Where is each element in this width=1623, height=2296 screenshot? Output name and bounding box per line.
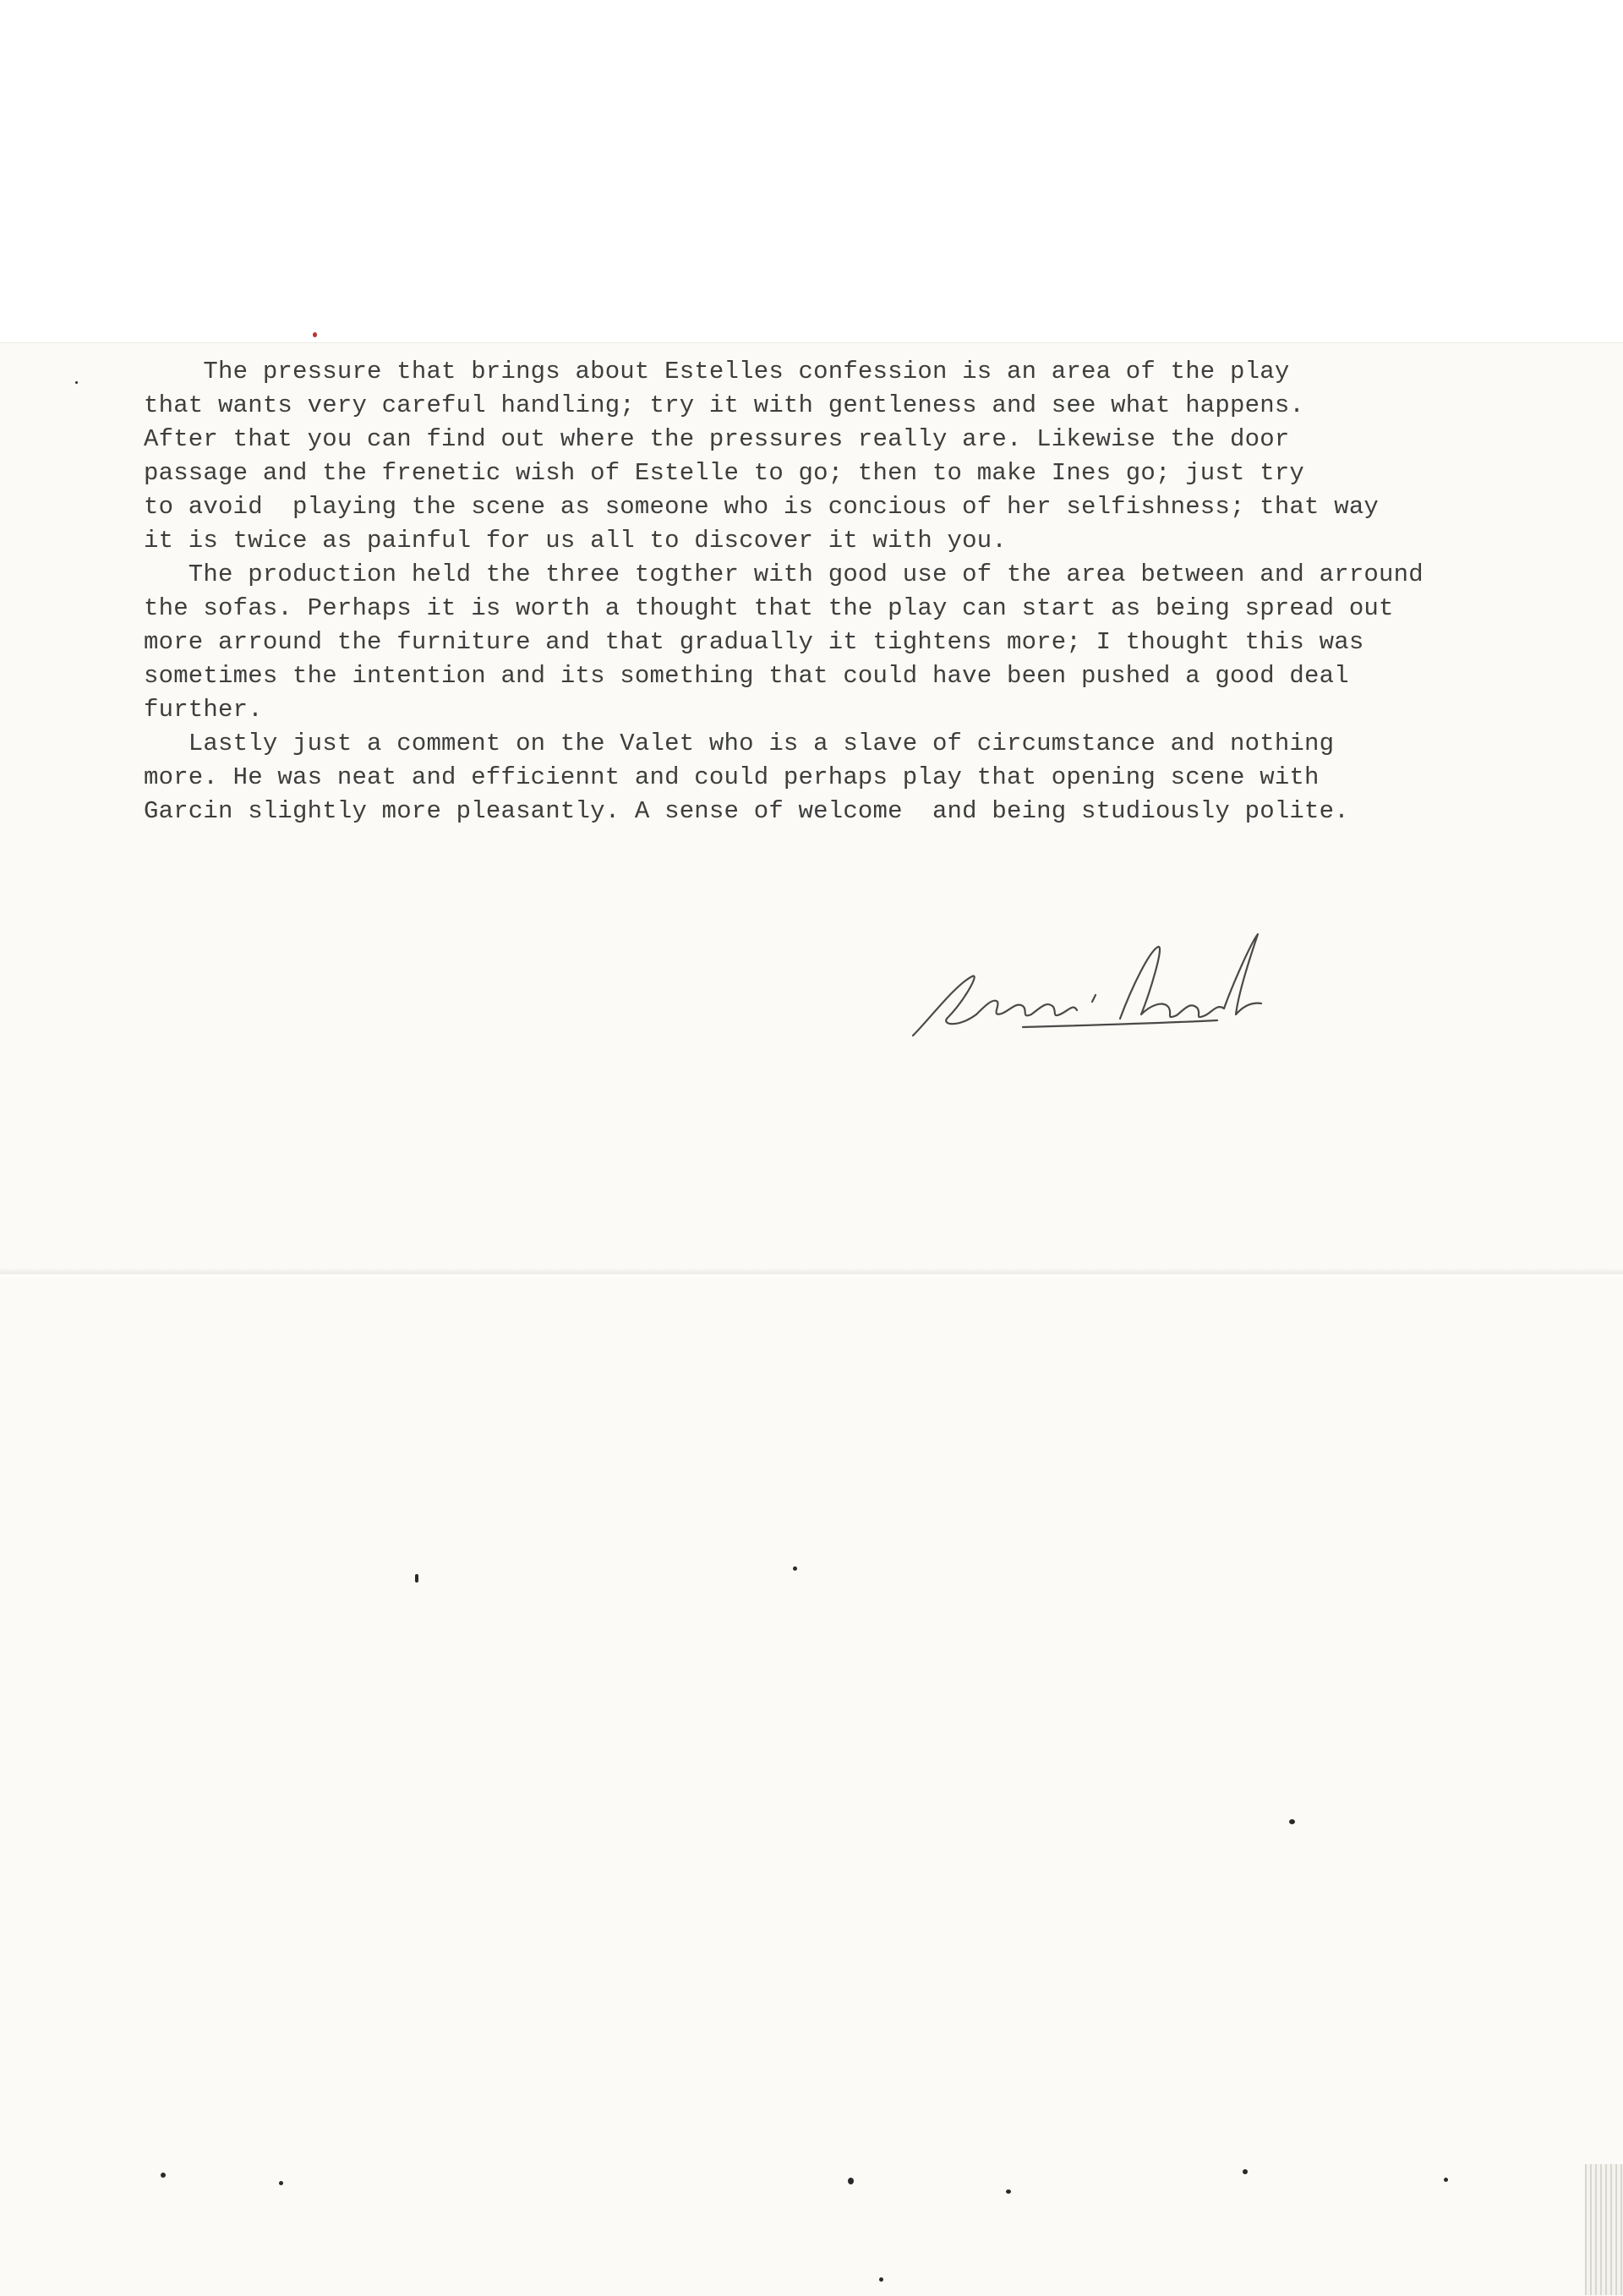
text-line: sometimes the intention and its something that could have been pushed a good deal <box>144 662 1349 690</box>
ink-speck <box>1006 2189 1011 2194</box>
page-fold-crease <box>0 1268 1623 1280</box>
ink-speck <box>161 2173 166 2178</box>
ink-speck <box>313 332 317 337</box>
text-line: more arround the furniture and that gradually it tightens more; I thought this was <box>144 628 1364 656</box>
text-line: Garcin slightly more pleasantly. A sense of welcome and being studiously polite. <box>144 797 1349 825</box>
ink-speck <box>1243 2169 1248 2174</box>
ink-speck <box>848 2178 854 2184</box>
text-line: Lastly just a comment on the Valet who is a slave of circumstance and nothing <box>144 730 1335 757</box>
text-line: The production held the three togther with good use of the area between and arround <box>144 560 1424 588</box>
text-line: passage and the frenetic wish of Estelle to go; then to make Ines go; just try <box>144 459 1305 487</box>
text-line: it is twice as painful for us all to discover it with you. <box>144 527 1007 555</box>
ink-speck <box>793 1566 797 1571</box>
ink-speck <box>75 381 78 384</box>
text-line: to avoid playing the scene as someone who is concious of her selfishness; that way <box>144 493 1380 521</box>
scanner-edge-artifact <box>1585 2164 1623 2295</box>
handwritten-signature <box>896 926 1276 1052</box>
text-line: that wants very careful handling; try it with gentleness and see what happens. <box>144 391 1305 419</box>
text-line: more. He was neat and efficiennt and could perhaps play that opening scene with <box>144 763 1320 791</box>
text-line: further. <box>144 696 263 724</box>
typed-letter-body <box>144 355 1623 828</box>
ink-speck <box>879 2277 883 2282</box>
text-line: the sofas. Perhaps it is worth a thought that the play can start as being spread out <box>144 594 1394 622</box>
ink-speck <box>279 2181 283 2185</box>
ink-speck <box>415 1574 418 1583</box>
ink-speck <box>1289 1819 1295 1824</box>
ink-speck <box>1444 2178 1448 2182</box>
text-line: After that you can find out where the pressures really are. Likewise the door <box>144 425 1290 453</box>
text-line: The pressure that brings about Estelles confession is an area of the play <box>144 358 1290 385</box>
